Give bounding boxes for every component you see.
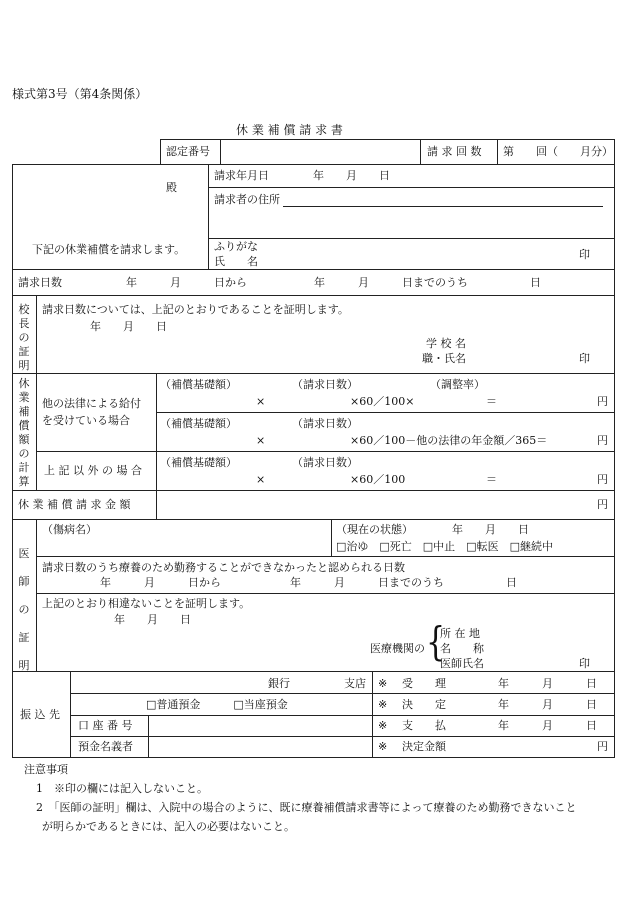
total-yen: 円 [597, 498, 608, 511]
dono: 殿 [166, 181, 177, 194]
row3-times: × [256, 473, 266, 486]
office-date-2: 年 月 日 [498, 698, 597, 711]
transfer-label: 振 込 先 [20, 708, 60, 721]
school-label: 学 校 名 [426, 337, 466, 350]
office-mark-4: ※ [378, 740, 388, 753]
office-label-1: 受 理 [402, 677, 446, 690]
account-holder-label: 預金名義者 [78, 740, 133, 753]
row2-yen: 円 [597, 434, 608, 447]
row3-formula: ×60／100 [350, 473, 406, 486]
deposit-types: □普通預金 □当座預金 [146, 698, 288, 711]
office-date-3: 年 月 日 [498, 719, 597, 732]
row3-base-label: （補償基礎額） [160, 456, 237, 469]
other-label: 上 記 以 外 の 場 合 [44, 464, 142, 477]
branch-label: 支店 [344, 677, 366, 690]
location-label: 所 在 地 [440, 627, 480, 640]
form-id: 様式第3号（第4条関係） [12, 87, 148, 101]
cert-no-label: 認定番号 [166, 145, 210, 158]
note-item: が明らかであるときには、記入の必要はないこと。 [42, 820, 295, 833]
principal-statement: 請求日数については、上記のとおりであることを証明します。 [42, 303, 349, 316]
row1-adjust-label: （調整率） [430, 378, 485, 391]
note-item: 1 ※印の欄には記入しないこと。 [36, 782, 208, 795]
calc-side-label: 休業補償額の計算 [18, 377, 30, 488]
doctor-seal: 印 [579, 657, 590, 670]
status-options: □治ゆ □死亡 □中止 □転医 □継続中 [336, 540, 553, 553]
status-date: 年 月 日 [452, 523, 529, 536]
office-mark-1: ※ [378, 677, 388, 690]
doctor-name-label: 医師氏名 [440, 657, 484, 670]
office-label-3: 支 払 [402, 719, 446, 732]
principal-date: 年 月 日 [90, 320, 167, 333]
bank-label: 銀行 [268, 677, 290, 690]
institution-label: 医療機関の [370, 642, 425, 655]
office-mark-2: ※ [378, 698, 388, 711]
row3-equals: ＝ [486, 473, 497, 486]
row3-days-label: （請求日数） [292, 456, 358, 469]
row1-equals: ＝ [486, 395, 497, 408]
office-yen-4: 円 [597, 740, 608, 753]
row1-days-label: （請求日数） [292, 378, 358, 391]
count-value: 第 回（ 月分） [503, 145, 613, 158]
row1-yen: 円 [597, 395, 608, 408]
page-title: 休 業 補 償 請 求 書 [236, 123, 343, 137]
office-date-1: 年 月 日 [498, 677, 597, 690]
notes-heading: 注意事項 [24, 763, 68, 776]
days-statement: 請求日数のうち療養のため勤務することができなかったと認められる日数 [42, 561, 405, 574]
seal-mark: 印 [579, 248, 590, 261]
institution-name-label: 名 称 [440, 642, 484, 655]
status-label: （現在の状態） [336, 523, 413, 536]
address-label: 請求者の住所 [214, 193, 280, 206]
period-from: 年 月 日から [126, 276, 247, 289]
period-label: 請求日数 [18, 276, 62, 289]
other-law-label-2: を受けている場合 [42, 414, 130, 427]
doctor-certify: 上記のとおり相違ないことを証明します。 [42, 597, 251, 610]
disease-label: （傷病名） [42, 523, 97, 536]
principal-side-label: 校長の証明 [18, 303, 30, 372]
row1-formula: ×60／100× [350, 395, 415, 408]
title-name-label: 職・氏名 [422, 352, 466, 365]
row2-formula: ×60／100－他の法律の年金額／365＝ [350, 434, 548, 447]
doctor-side-label: 医師の証明 [18, 547, 30, 672]
note-item: 2 「医師の証明」欄は、入院中の場合のように、既に療養補償請求書等によって療養のため勤務できないこと [36, 801, 577, 814]
row1-times: × [256, 395, 266, 408]
days-to: 年 月 日までのうち [290, 576, 444, 589]
other-law-label-1: 他の法律による給付 [42, 397, 141, 410]
request-statement: 下記の休業補償を請求します。 [32, 243, 186, 256]
period-to: 年 月 日までのうち [314, 276, 468, 289]
principal-seal: 印 [579, 352, 590, 365]
doctor-certify-date: 年 月 日 [114, 613, 191, 626]
name-label: 氏 名 [214, 255, 258, 268]
period-days: 日 [530, 276, 541, 289]
row3-yen: 円 [597, 473, 608, 486]
request-date: 請求年月日 年 月 日 [214, 169, 390, 182]
count-label: 請 求 回 数 [427, 145, 482, 158]
row1-base-label: （補償基礎額） [160, 378, 237, 391]
total-label: 休 業 補 償 請 求 金 額 [18, 498, 131, 511]
furigana-label: ふりがな [214, 240, 258, 253]
row2-times: × [256, 434, 266, 447]
office-label-4: 決定金額 [402, 740, 446, 753]
days-from: 年 月 日から [100, 576, 221, 589]
row2-base-label: （補償基礎額） [160, 417, 237, 430]
brace-icon: { [426, 620, 446, 666]
office-mark-3: ※ [378, 719, 388, 732]
account-no-label: 口 座 番 号 [78, 719, 133, 732]
row2-days-label: （請求日数） [292, 417, 358, 430]
days-unit: 日 [506, 576, 517, 589]
office-label-2: 決 定 [402, 698, 446, 711]
